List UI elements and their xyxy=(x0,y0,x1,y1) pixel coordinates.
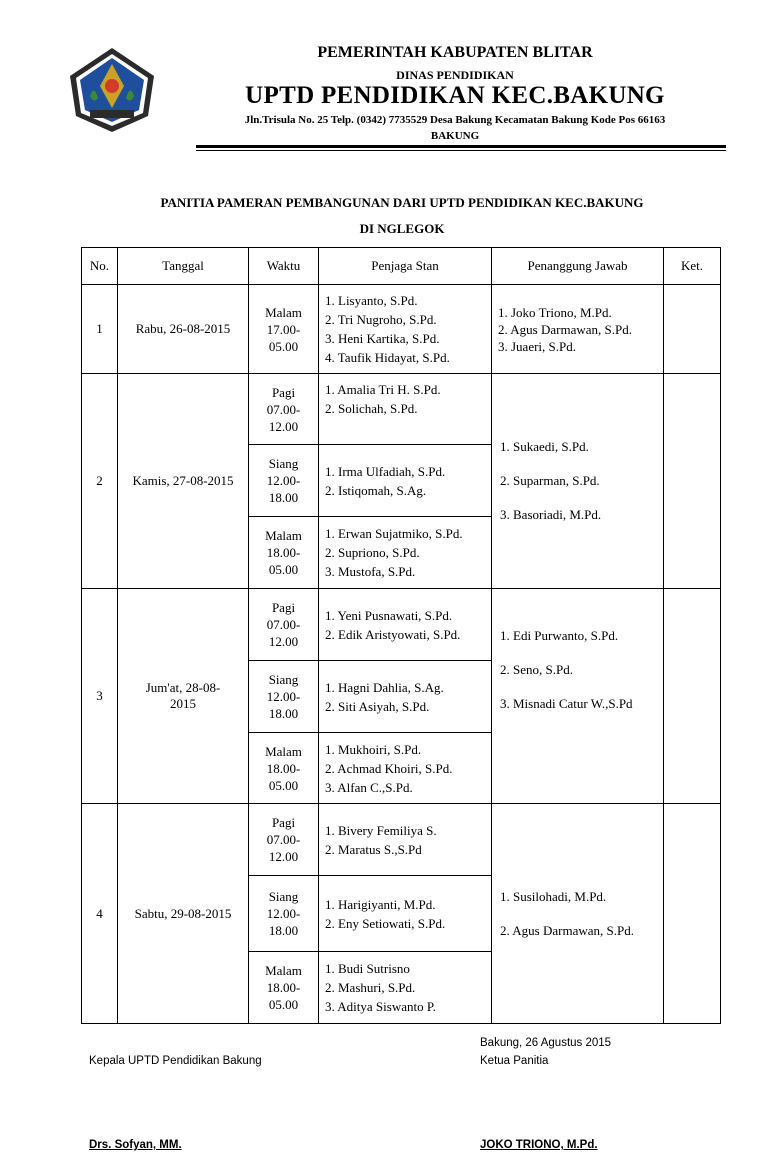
penanggung-jawab-list xyxy=(492,589,664,804)
shift-name: Malam xyxy=(265,304,302,320)
shift-end: 12.00 xyxy=(268,849,299,864)
pj-item: 3. Juaeri, S.Pd. xyxy=(498,338,576,354)
row-ket xyxy=(664,589,721,804)
penjaga-item: 1. Lisyanto, S.Pd. xyxy=(325,293,418,308)
shift-end: 05.00 xyxy=(268,997,299,1012)
penjaga-item: 2. Siti Asiyah, S.Pd. xyxy=(325,698,430,714)
penanggung-jawab-list xyxy=(492,374,664,589)
penjaga-list xyxy=(319,589,492,661)
shift-name: Siang xyxy=(268,889,299,904)
header-penjaga-stan: Penjaga Stan xyxy=(319,248,492,285)
penjaga-item: 1. Amalia Tri H. S.Pd. xyxy=(325,382,441,397)
signature-place-date: Bakung, 26 Agustus 2015 xyxy=(480,1037,612,1049)
shift-start: 12.00- xyxy=(266,689,301,704)
table-row xyxy=(82,374,721,445)
penjaga-item: 2. Istiqomah, S.Ag. xyxy=(325,482,427,498)
pj-item: 1. Susilohadi, M.Pd. xyxy=(500,888,607,904)
header-waktu: Waktu xyxy=(249,248,319,285)
pj-item: 2. Agus Darmawan, S.Pd. xyxy=(498,321,632,337)
shift-waktu xyxy=(249,733,319,804)
shift-start: 17.00- xyxy=(266,321,301,337)
penjaga-item: 3. Aditya Siswanto P. xyxy=(325,999,436,1014)
penjaga-item: 1. Yeni Pusnawati, S.Pd. xyxy=(325,607,453,623)
table-row xyxy=(82,285,721,374)
shift-end: 12.00 xyxy=(268,634,299,649)
header-address: Jln.Trisula No. 25 Telp. (0342) 7735529 Desa Bakung Kecamatan Bakung Kode Pos 66163 xyxy=(244,114,666,126)
pj-item: 2. Agus Darmawan, S.Pd. xyxy=(500,922,634,938)
penanggung-jawab-list xyxy=(492,285,664,374)
row-no: 2 xyxy=(82,374,118,589)
row-ket xyxy=(664,804,721,1024)
pj-item: 1. Edi Purwanto, S.Pd. xyxy=(500,628,619,643)
shift-end: 05.00 xyxy=(268,777,299,793)
header-office: UPTD PENDIDIKAN KEC.BAKUNG xyxy=(245,82,665,109)
penjaga-list xyxy=(319,876,492,952)
header-rule-thin xyxy=(196,150,726,151)
penjaga-item: 1. Hagni Dahlia, S.Ag. xyxy=(325,679,444,695)
shift-start: 12.00- xyxy=(266,906,301,921)
row-tanggal: Jum'at, 28-08-2015 xyxy=(118,589,249,804)
penjaga-item: 1. Irma Ulfadiah, S.Pd. xyxy=(325,463,446,479)
pj-item: 3. Basoriadi, M.Pd. xyxy=(500,507,602,522)
penjaga-item: 2. Supriono, S.Pd. xyxy=(325,545,420,560)
document-title: PANITIA PAMERAN PEMBANGUNAN DARI UPTD PENDIDIKAN KEC.BAKUNG xyxy=(160,195,644,210)
row-no: 3 xyxy=(82,589,118,804)
shift-end: 05.00 xyxy=(268,338,299,354)
shift-start: 18.00- xyxy=(266,980,301,995)
header-rule-thick xyxy=(196,145,726,148)
shift-start: 07.00- xyxy=(266,832,301,847)
penjaga-item: 2. Edik Aristyowati, S.Pd. xyxy=(325,626,461,642)
shift-start: 18.00- xyxy=(266,760,301,776)
penjaga-item: 2. Mashuri, S.Pd. xyxy=(325,980,416,995)
shift-name: Malam xyxy=(265,528,302,543)
shift-name: Pagi xyxy=(271,815,296,830)
penjaga-list xyxy=(319,285,492,374)
penjaga-list xyxy=(319,517,492,589)
penjaga-item: 1. Harigiyanti, M.Pd. xyxy=(325,896,436,912)
table-row xyxy=(82,589,721,661)
pj-item: 2. Suparman, S.Pd. xyxy=(500,473,600,488)
penjaga-item: 3. Heni Kartika, S.Pd. xyxy=(325,331,440,346)
penjaga-item: 2. Eny Setiowati, S.Pd. xyxy=(325,915,446,931)
pj-item: 2. Seno, S.Pd. xyxy=(500,662,573,677)
header-government: PEMERINTAH KABUPATEN BLITAR xyxy=(317,44,593,61)
penjaga-list xyxy=(319,661,492,733)
row-no: 1 xyxy=(82,285,118,374)
shift-name: Malam xyxy=(265,743,302,759)
signature-left-role: Kepala UPTD Pendidikan Bakung xyxy=(89,1055,262,1067)
header-department: DINAS PENDIDIKAN xyxy=(396,68,514,82)
penjaga-item: 4. Taufik Hidayat, S.Pd. xyxy=(325,350,450,365)
penjaga-item: 2. Achmad Khoiri, S.Pd. xyxy=(325,760,453,776)
row-tanggal: Sabtu, 29-08-2015 xyxy=(118,804,249,1024)
shift-name: Pagi xyxy=(271,600,296,615)
schedule-table xyxy=(81,247,721,1024)
row-ket xyxy=(664,285,721,374)
row-tanggal: Kamis, 27-08-2015 xyxy=(118,374,249,589)
shift-name: Siang xyxy=(268,456,299,471)
signature-right-name: JOKO TRIONO, M.Pd. xyxy=(480,1139,598,1151)
penjaga-list xyxy=(319,733,492,804)
shift-start: 07.00- xyxy=(266,617,301,632)
table-header-row xyxy=(82,248,721,285)
pj-item: 1. Joko Triono, M.Pd. xyxy=(498,304,612,320)
penjaga-list xyxy=(319,445,492,517)
header-tanggal: Tanggal xyxy=(118,248,249,285)
shift-start: 07.00- xyxy=(266,401,301,417)
penjaga-item: 1. Bivery Femiliya S. xyxy=(325,822,437,838)
shift-end: 18.00 xyxy=(268,490,299,505)
table-row xyxy=(82,804,721,876)
penjaga-item: 2. Solichah, S.Pd. xyxy=(325,401,418,416)
shift-waktu xyxy=(249,285,319,374)
penjaga-item: 2. Maratus S.,S.Pd xyxy=(325,841,422,857)
shift-waktu xyxy=(249,661,319,733)
blitar-emblem-logo xyxy=(68,46,156,134)
penjaga-list xyxy=(319,804,492,876)
signature-right-role: Ketua Panitia xyxy=(480,1055,549,1067)
signature-left-name: Drs. Sofyan, MM. xyxy=(89,1139,182,1151)
penjaga-list xyxy=(319,374,492,445)
row-tanggal: Rabu, 26-08-2015 xyxy=(118,285,249,374)
shift-waktu xyxy=(249,876,319,952)
shift-end: 05.00 xyxy=(268,562,299,577)
pj-item: 1. Sukaedi, S.Pd. xyxy=(500,439,589,454)
header-ket: Ket. xyxy=(664,248,721,285)
document-subtitle: DI NGLEGOK xyxy=(359,221,445,236)
penjaga-item: 3. Alfan C.,S.Pd. xyxy=(325,779,413,795)
shift-end: 12.00 xyxy=(268,418,299,434)
penanggung-jawab-list xyxy=(492,804,664,1024)
shift-waktu xyxy=(249,374,319,445)
shift-waktu xyxy=(249,517,319,589)
shift-end: 18.00 xyxy=(268,706,299,721)
shift-waktu xyxy=(249,589,319,661)
shift-end: 18.00 xyxy=(268,923,299,938)
penjaga-item: 1. Budi Sutrisno xyxy=(325,961,410,976)
shift-start: 18.00- xyxy=(266,545,301,560)
penjaga-item: 3. Mustofa, S.Pd. xyxy=(325,564,416,579)
header-city: BAKUNG xyxy=(430,130,480,142)
shift-waktu xyxy=(249,952,319,1024)
penjaga-list xyxy=(319,952,492,1024)
shift-name: Pagi xyxy=(271,384,296,400)
header-penanggung-jawab: Penanggung Jawab xyxy=(492,248,664,285)
penjaga-item: 1. Erwan Sujatmiko, S.Pd. xyxy=(325,526,463,541)
shift-name: Siang xyxy=(268,672,299,687)
shift-start: 12.00- xyxy=(266,473,301,488)
row-ket xyxy=(664,374,721,589)
shift-waktu xyxy=(249,445,319,517)
shift-name: Malam xyxy=(265,963,302,978)
shift-waktu xyxy=(249,804,319,876)
pj-item: 3. Misnadi Catur W.,S.Pd xyxy=(500,696,633,711)
penjaga-item: 2. Tri Nugroho, S.Pd. xyxy=(325,312,437,327)
header-no: No. xyxy=(82,248,118,285)
penjaga-item: 1. Mukhoiri, S.Pd. xyxy=(325,741,422,757)
row-no: 4 xyxy=(82,804,118,1024)
